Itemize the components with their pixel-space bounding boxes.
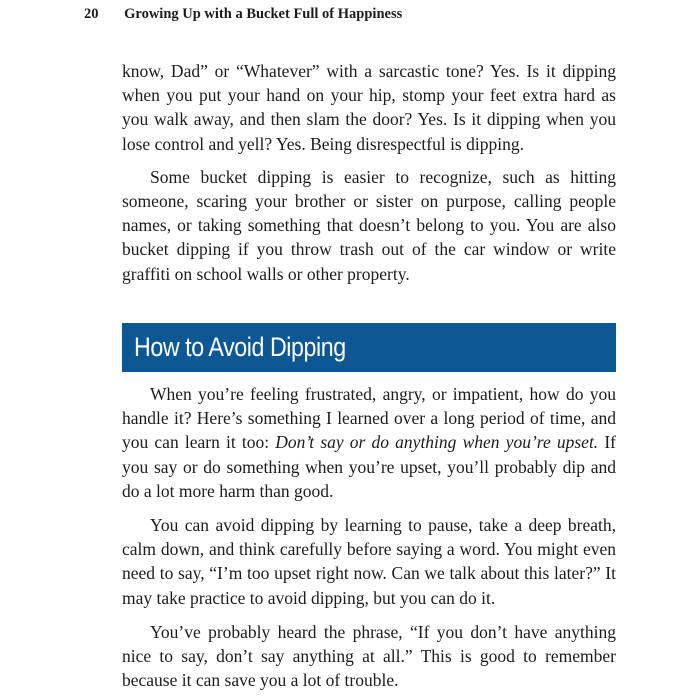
paragraph-text: If you say or do something when you’re upset, you’ll probably dip and do a lot more harm than good. [122,432,617,501]
section-heading: How to Avoid Dipping [134,332,346,362]
emphasis-text: Don’t say or do anything when you’re upset. [275,432,599,453]
book-title: Growing Up with a Bucket Full of Happiness [124,6,403,22]
text-block-bottom [122,382,616,692]
page-number: 20 [84,6,99,22]
running-header [84,6,402,23]
paragraph-avoid-dipping: You can avoid dipping by learning to pause, take a deep breath, calm down, and think carefully before saying a word. You might even need to say, “I’m too upset right now. Can we talk about this later?” It may take practice to avoid dipping, but you can do it. [122,515,616,608]
text-block-top [122,59,616,286]
paragraph-continued: know, Dad” or “Whatever” with a sarcastic tone? Yes. Is it dipping when you put your hand on your hip, stomp your feet extra hard as you walk away, and then slam the door? Yes. Is it dipping when you lose control and yell? Yes. Being disrespectful is dipping. [122,61,616,154]
paragraph-nice-to-say: You’ve probably heard the phrase, “If you don’t have anything nice to say, don’t say anything at all.” This is good to remember because it can save you a lot of trouble. [122,621,616,691]
paragraph-feeling-frustrated [122,382,616,503]
paragraph-text: When you’re feeling frustrated, angry, or impatient, how do you handle it? Here’s something I learned over a long period of time, and you can learn it too: [122,384,616,453]
section-heading-bar [122,323,616,372]
paragraph-bucket-dipping: Some bucket dipping is easier to recognize, such as hitting someone, scaring your brother or sister on purpose, calling people names, or taking something that doesn’t belong to you. You are also bucket dipping if you throw trash out of the car window or write graffiti on school walls or other property. [122,166,616,284]
